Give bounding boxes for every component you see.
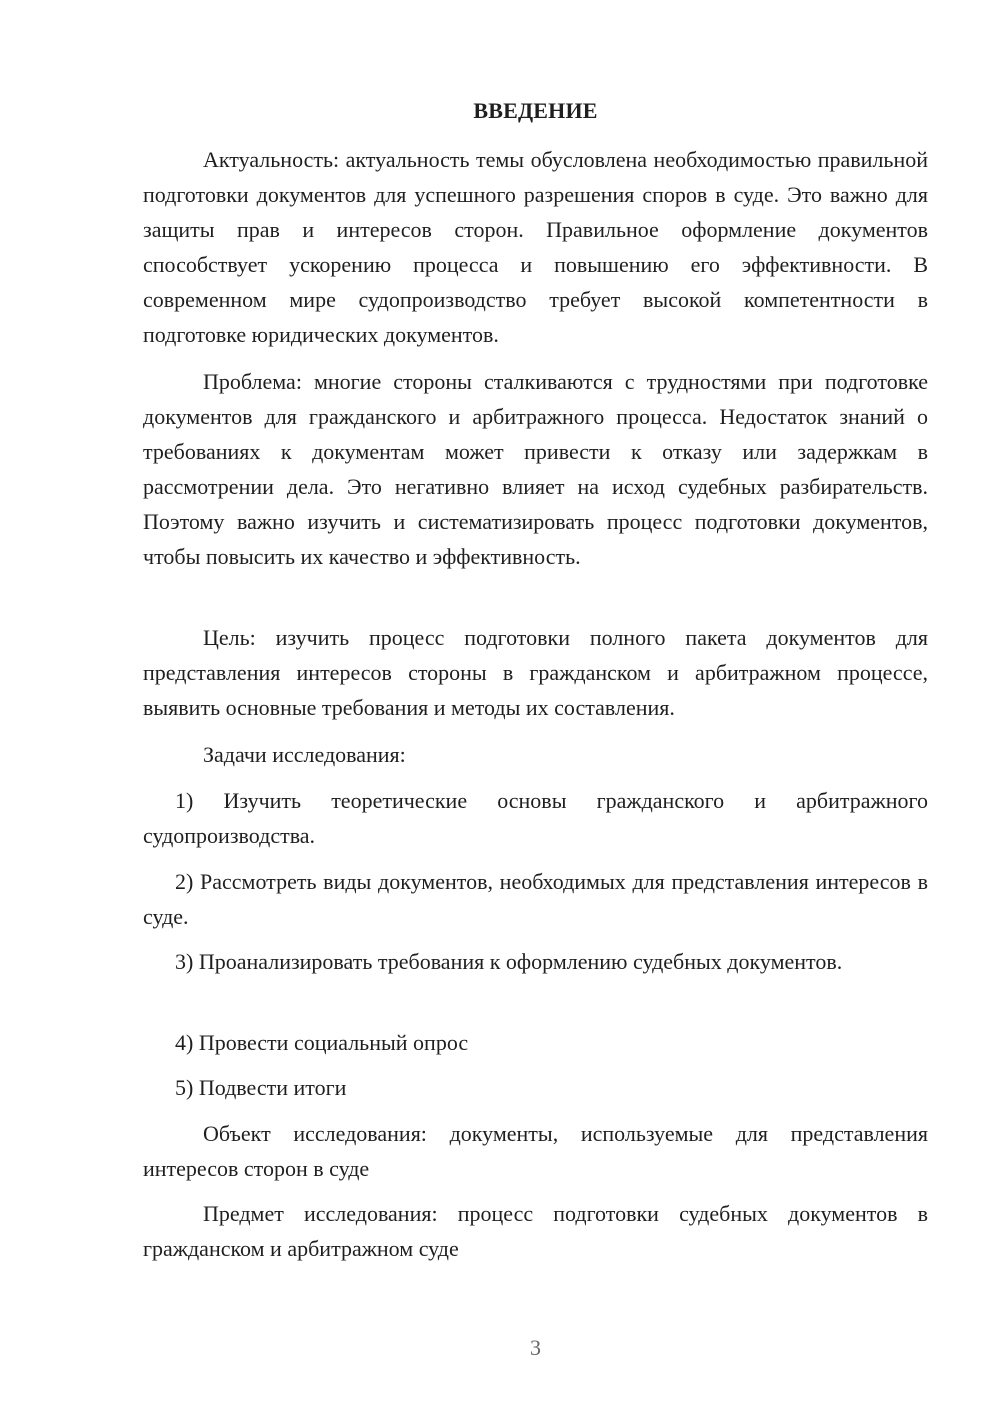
document-page <box>143 0 928 1414</box>
task-item-1: 1) Изучить теоретические основы гражданского и арбитражного судопроизводства. <box>143 788 928 848</box>
paragraph-tasks-intro: Задачи исследования: <box>203 742 406 767</box>
page-number: 3 <box>530 1335 541 1360</box>
paragraph-goal: Цель: изучить процесс подготовки полного пакета документов для представления интересов стороны в гражданском и арбитражном процессе, выявить основные требования и методы их составления. <box>143 625 928 720</box>
task-item-5: 5) Подвести итоги <box>175 1075 347 1100</box>
task-item-2: 2) Рассмотреть виды документов, необходимых для представления интересов в суде. <box>143 869 928 929</box>
paragraph-subject: Предмет исследования: процесс подготовки судебных документов в гражданском и арбитражном суде <box>143 1201 928 1261</box>
paragraph-object: Объект исследования: документы, используемые для представления интересов сторон в суде <box>143 1121 928 1181</box>
task-item-4: 4) Провести социальный опрос <box>175 1030 469 1055</box>
task-item-3: 3) Проанализировать требования к оформлению судебных документов. <box>175 949 843 974</box>
paragraph-relevance: Актуальность: актуальность темы обусловлена необходимостью правильной подготовки документов для успешного разрешения споров в суде. Это важно для защиты прав и интересов сторон. Правильное оформление документов способствует ускорению процесса и повышению его эффективности. В современном мире судопроизводство требует высокой компетентности в подготовке юридических документов. <box>143 147 928 347</box>
paragraph-problem: Проблема: многие стороны сталкиваются с трудностями при подготовке документов для гражданского и арбитражного процесса. Недостаток знаний о требованиях к документам может привести к отказу или задержкам в рассмотрении дела. Это негативно влияет на исход судебных разбирательств. Поэтому важно изучить и систематизировать процесс подготовки документов, чтобы повысить их качество и эффективность. <box>143 369 928 569</box>
section-heading: ВВЕДЕНИЕ <box>473 98 598 123</box>
